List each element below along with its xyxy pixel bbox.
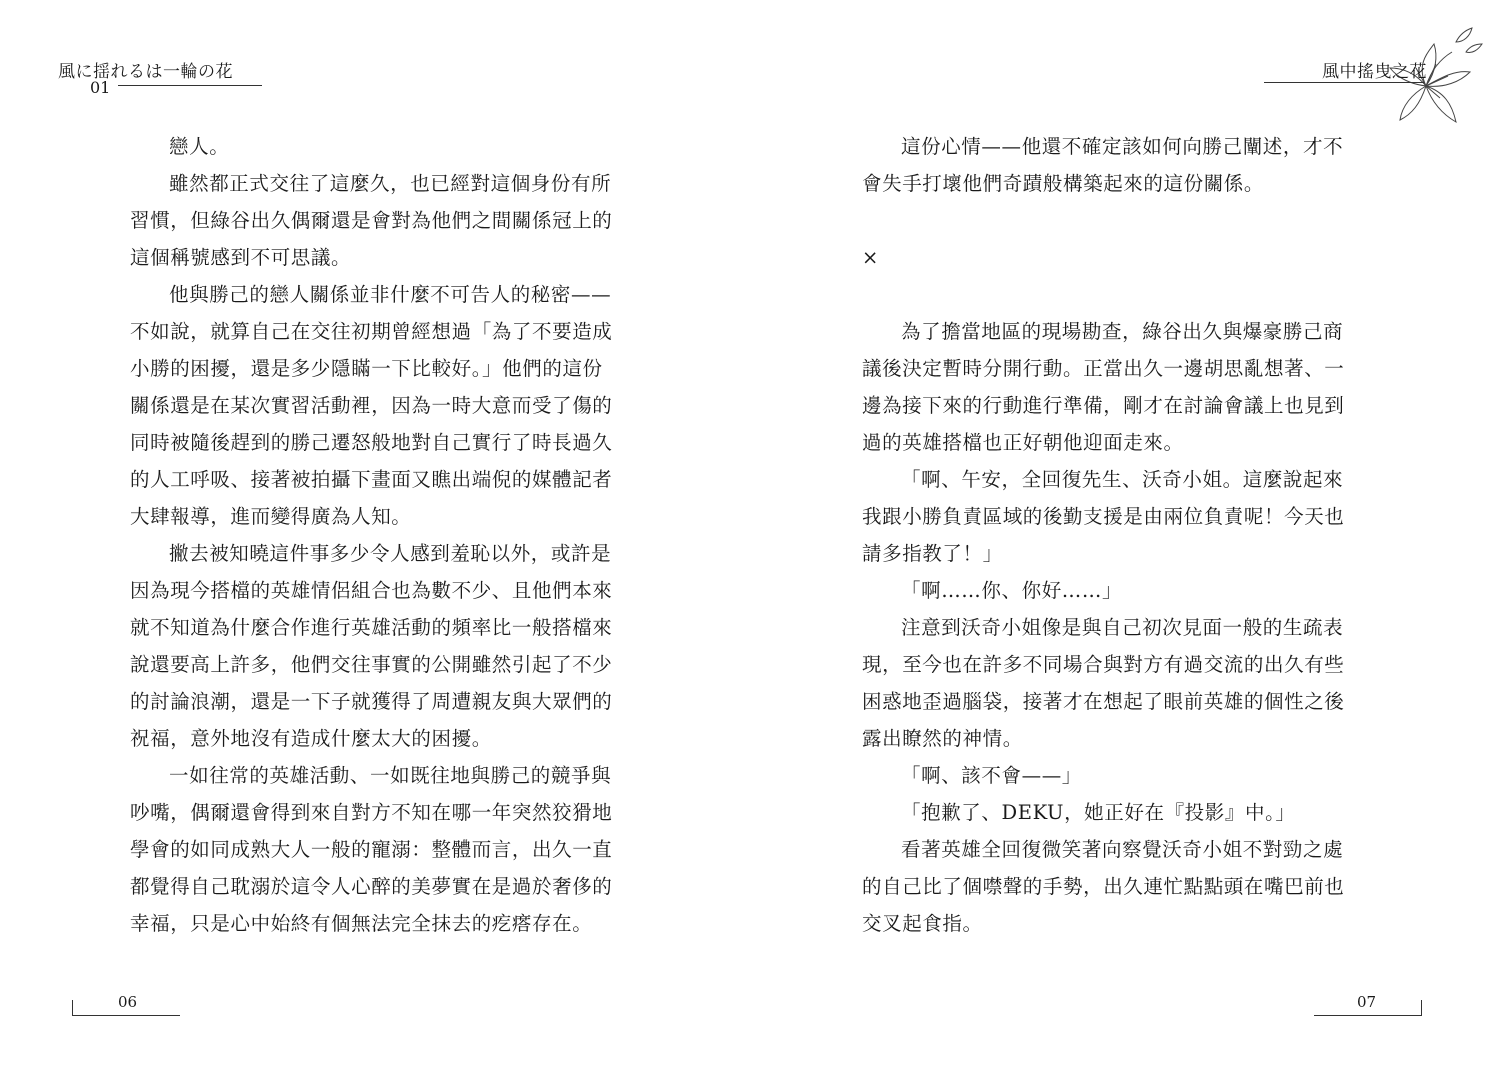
text-line: 的討論浪潮，還是一下子就獲得了周遭親友與大眾們的 (130, 690, 613, 713)
corner-mark (72, 1000, 73, 1015)
corner-mark (1421, 1000, 1422, 1015)
text-line: 的人工呼吸、接著被拍攝下畫面又瞧出端倪的媒體記者 (130, 468, 613, 491)
text-line: 請多指教了！」 (862, 542, 1003, 565)
scene-break: × (862, 246, 879, 269)
text-line: 困惑地歪過腦袋，接著才在想起了眼前英雄的個性之後 (862, 690, 1345, 713)
text-line: 關係還是在某次實習活動裡，因為一時大意而受了傷的 (130, 394, 613, 417)
text-line: 現，至今也在許多不同場合與對方有過交流的出久有些 (862, 653, 1345, 676)
blank-line (862, 202, 1392, 239)
footer-rule (1314, 1015, 1422, 1016)
text-line: 「啊、該不會——」 (901, 764, 1082, 787)
text-line: 邊為接下來的行動進行準備，剛才在討論會議上也見到 (862, 394, 1345, 417)
text-line: 一如往常的英雄活動、一如既往地與勝己的競爭與 (169, 764, 612, 787)
text-line: 幸福，只是心中始終有個無法完全抹去的疙瘩存在。 (130, 912, 593, 935)
left-body-text (130, 128, 660, 942)
blank-line (862, 276, 1392, 313)
text-line: 過的英雄搭檔也正好朝他迎面走來。 (862, 431, 1184, 454)
text-line: 露出瞭然的神情。 (862, 727, 1023, 750)
right-body-text (862, 128, 1392, 942)
text-line: 我跟小勝負責區域的後勤支援是由兩位負責呢！今天也 (862, 505, 1345, 528)
text-line: 「啊、午安，全回復先生、沃奇小姐。這麼說起來 (901, 468, 1344, 491)
text-line: 習慣，但綠谷出久偶爾還是會對為他們之間關係冠上的 (130, 209, 613, 232)
right-page (750, 0, 1500, 1066)
header-rule (1264, 82, 1424, 83)
text-line: 議後決定暫時分開行動。正當出久一邊胡思亂想著、一 (862, 357, 1345, 380)
text-line: 「抱歉了、DEKU，她正好在『投影』中。」 (901, 801, 1296, 824)
text-line: 注意到沃奇小姐像是與自己初次見面一般的生疏表 (901, 616, 1344, 639)
text-line: 都覺得自己耽溺於這令人心醉的美夢實在是過於奢侈的 (130, 875, 613, 898)
text-line: 不如說，就算自己在交往初期曾經想過「為了不要造成 (130, 320, 613, 343)
text-line: 看著英雄全回復微笑著向察覺沃奇小姐不對勁之處 (901, 838, 1344, 861)
text-line: 大肆報導，進而變得廣為人知。 (130, 505, 412, 528)
text-line: 撇去被知曉這件事多少令人感到羞恥以外，或許是 (169, 542, 612, 565)
chapter-number: 01 (90, 78, 111, 97)
footer-rule (72, 1015, 180, 1016)
text-line: 交叉起食指。 (862, 912, 983, 935)
text-line: 會失手打壞他們奇蹟般構築起來的這份關係。 (862, 172, 1265, 195)
text-line: 他與勝己的戀人關係並非什麼不可告人的秘密—— (169, 283, 612, 306)
text-line: 為了擔當地區的現場勘查，綠谷出久與爆豪勝己商 (901, 320, 1344, 343)
text-line: 祝福，意外地沒有造成什麼太大的困擾。 (130, 727, 492, 750)
header-rule (118, 85, 262, 86)
text-line: 的自己比了個噤聲的手勢，出久連忙點點頭在嘴巴前也 (862, 875, 1345, 898)
text-line: 「啊……你、你好……」 (901, 579, 1123, 602)
text-line: 說還要高上許多，他們交往事實的公開雖然引起了不少 (130, 653, 613, 676)
text-line: 學會的如同成熟大人一般的寵溺：整體而言，出久一直 (130, 838, 613, 861)
page-number: 07 (1357, 993, 1377, 1011)
text-line: 吵嘴，偶爾還會得到來自對方不知在哪一年突然狡猾地 (130, 801, 613, 824)
text-line: 同時被隨後趕到的勝己遷怒般地對自己實行了時長過久 (130, 431, 613, 454)
running-title: 風中搖曳之花 (1322, 62, 1427, 82)
text-line: 就不知道為什麼合作進行英雄活動的頻率比一般搭檔來 (130, 616, 613, 639)
running-title: 風に揺れるは一輪の花 (58, 62, 233, 82)
text-line: 戀人。 (169, 135, 230, 158)
text-line: 小勝的困擾，還是多少隱瞞一下比較好。」他們的這份 (130, 357, 603, 380)
page-number: 06 (118, 993, 138, 1011)
text-line: 雖然都正式交往了這麼久，也已經對這個身份有所 (169, 172, 612, 195)
text-line: 這個稱號感到不可思議。 (130, 246, 352, 269)
text-line: 因為現今搭檔的英雄情侶組合也為數不少、且他們本來 (130, 579, 613, 602)
text-line: 這份心情——他還不確定該如何向勝己闡述，才不 (901, 135, 1344, 158)
